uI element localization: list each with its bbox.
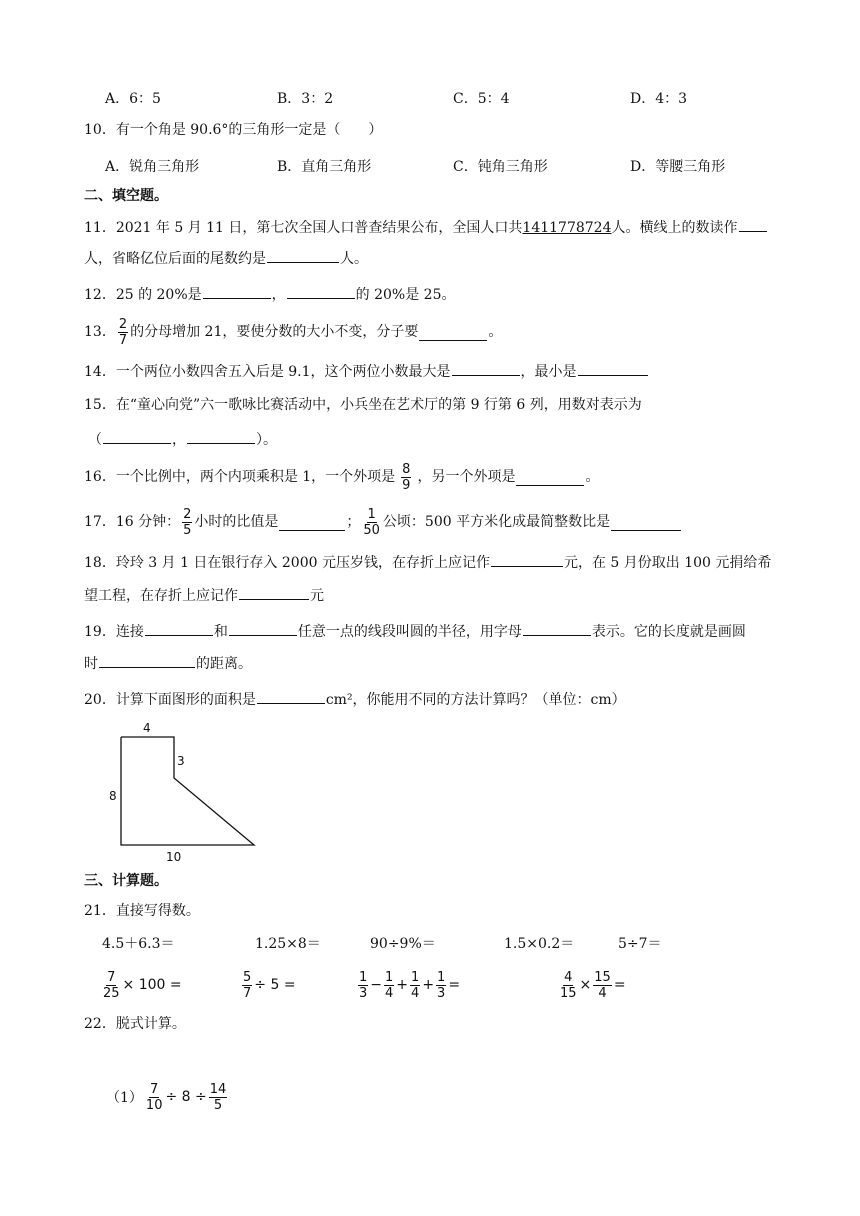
answer-blank[interactable] [187,427,255,444]
q22-expr-1 [106,1077,229,1117]
answer-blank[interactable] [203,282,271,299]
figure-label-top: 4 [143,721,151,735]
fraction-denominator: 3 [359,985,368,1001]
fraction-denominator: 15 [560,985,577,1001]
fraction-numerator: 1 [437,969,446,985]
figure-label-left: 8 [109,789,117,803]
q20-text-a: 20．计算下面图形的面积是 [84,692,256,708]
fraction-denominator: 5 [213,1097,223,1113]
answer-blank[interactable] [239,583,309,600]
q19-text-d: 表示。它的长度就是画圆 [591,624,746,640]
answer-blank[interactable] [279,514,345,531]
fraction-denominator: 3 [437,985,446,1001]
fraction-numerator: 4 [564,969,573,985]
q12-text-a: 12．25 的 20%是 [84,287,202,303]
q10-text: 10．有一个角是 90.6°的三角形一定是（ ） [84,122,383,138]
figure-label-bottom: 10 [166,850,182,864]
fraction [436,971,446,1000]
q17-fraction-2 [362,508,381,537]
fraction-numerator: 1 [359,969,368,985]
q11-line2 [84,246,368,270]
math-operator: − [370,977,383,993]
q18-text-d: 元 [310,588,324,604]
q10-option-c: C．钝角三角形 [453,159,548,175]
q11-text-b: 人。横线上的数读作 [611,220,738,236]
answer-blank[interactable] [611,514,681,531]
q21-expr-5: 5÷7＝ [618,936,662,952]
math-operator: + [396,977,409,993]
q21-expr-3: 90÷9%＝ [370,936,436,952]
fraction-numerator: 7 [150,1081,159,1097]
q13-fraction [118,318,128,347]
q12-text-b: ， [271,287,286,303]
q16-fraction [401,463,411,492]
q15-text-b: （ [88,432,102,448]
fraction-numerator: 8 [402,461,411,477]
math-operator: × [579,977,592,993]
fraction-numerator: 2 [118,316,128,332]
fraction-numerator: 1 [367,506,376,522]
q21-expr-8 [356,965,460,1005]
answer-blank[interactable] [99,651,195,668]
q21-expr-9 [557,965,626,1005]
answer-blank[interactable] [145,619,213,636]
fraction-denominator: 25 [103,985,120,1001]
fraction-numerator: 1 [411,969,420,985]
q10-option-d: D．等腰三角形 [630,159,726,175]
figure-label-right: 3 [177,754,185,768]
q9-option-a: A．6：5 [105,91,161,107]
q10-option-a: A．锐角三角形 [105,159,200,175]
q19-text-f: 的距离。 [196,656,252,672]
answer-blank[interactable] [257,687,325,704]
fraction-numerator: 14 [209,1081,227,1097]
q17-fraction-1 [182,508,192,537]
answer-blank[interactable] [578,359,648,376]
section-heading-fill-in: 二、填空题。 [84,188,168,204]
q18-line2 [84,583,324,607]
q18-line1 [84,550,771,574]
q15-text-d: ）。 [256,432,277,448]
fraction-numerator: 2 [183,506,192,522]
q11-line1 [84,215,768,239]
q22-label: （1） [106,1090,143,1106]
q15-text-c: ， [172,432,186,448]
fraction [358,971,368,1000]
q19-line2 [84,651,252,675]
fraction-denominator: 4 [385,985,394,1001]
q16-line [84,462,599,492]
q22-title: 22．脱式计算。 [84,1016,186,1032]
q16-text-a: 16．一个比例中，两个内项乘积是 1，一个外项是 [84,469,396,485]
q13-text-a: 13． [84,324,116,340]
q9-option-d: D．4：3 [630,91,688,107]
q11-text-a: 11．2021 年 5 月 11 日，第七次全国人口普查结果公布，全国人口共 [84,220,523,236]
math-operator: = [448,977,461,993]
math-operator: ÷ 8 ÷ [165,1089,207,1105]
q19-text-e: 时 [84,656,98,672]
fraction-numerator: 1 [385,969,394,985]
q19-text-b: 和 [213,624,228,640]
q19-line1 [84,619,746,643]
math-operator: = [613,977,626,993]
q21-expr-4: 1.5×0.2＝ [504,936,575,952]
q18-text-b: 元，在 5 月份取出 100 元捐给希 [563,555,772,571]
fraction [593,971,612,1000]
section-heading-calculation: 三、计算题。 [84,873,168,889]
q21-expr-6 [100,965,182,1005]
q13-text-b: 的分母增加 21，要使分数的大小不变，分子要 [130,324,419,340]
fraction-denominator: 7 [118,332,128,348]
math-text: × 100 = [122,977,182,993]
fraction [559,971,578,1000]
fraction-denominator: 4 [598,985,607,1001]
q10-option-b: B．直角三角形 [277,159,372,175]
fraction [102,971,121,1000]
answer-blank[interactable] [523,619,591,636]
answer-blank[interactable] [491,550,563,567]
q13-text-c: 。 [488,324,503,340]
fraction-numerator: 15 [594,969,611,985]
fraction-denominator: 9 [402,477,411,493]
q15-line2 [88,427,277,451]
q14-line [84,359,649,383]
q13-line [84,318,502,346]
answer-blank[interactable] [267,246,339,263]
q17-line [84,506,682,538]
fraction-denominator: 50 [363,522,380,538]
math-text: ÷ 5 = [254,977,296,993]
q9-option-c: C．5：4 [453,91,510,107]
q21-expr-7 [240,965,296,1005]
fraction [242,971,252,1000]
q21-expr-2: 1.25×8＝ [255,936,321,952]
fraction-denominator: 10 [145,1097,163,1113]
answer-blank[interactable] [516,469,584,486]
answer-blank[interactable] [287,282,355,299]
q15-line1: 15．在“童心向党”六一歌咏比赛活动中，小兵坐在艺术厅的第 9 行第 6 列，用数对表示为 [84,397,642,413]
q18-text-c: 望工程，在存折上应记作 [84,588,238,604]
q14-text-a: 14．一个两位小数四舍五入后是 9.1，这个两位小数最大是 [84,364,451,380]
fraction [410,971,420,1000]
fraction-denominator: 7 [243,985,252,1001]
fraction-denominator: 4 [411,985,420,1001]
q20-text-b: cm²，你能用不同的方法计算吗？（单位：cm） [325,692,626,708]
q17-text-c: ； [346,514,361,530]
fraction-numerator: 5 [243,969,252,985]
q21-expr-1: 4.5＋6.3＝ [102,936,175,952]
q11-text-d: 人。 [340,251,368,267]
answer-blank[interactable] [452,359,520,376]
answer-blank[interactable] [229,619,297,636]
fraction-numerator: 7 [107,969,116,985]
q11-number: 1411778724 [522,220,612,236]
q11-text-c: 人，省略亿位后面的尾数约是 [84,251,266,267]
q9-option-b: B．3：2 [277,91,334,107]
q18-text-a: 18．玲玲 3 月 1 日在银行存入 2000 元压岁钱，在存折上应记作 [84,555,490,571]
answer-blank[interactable] [419,324,487,341]
math-operator: + [422,977,435,993]
q20-line [84,687,626,711]
q12-line [84,282,456,306]
q17-text-a: 17．16 分钟： [84,514,181,530]
answer-blank[interactable] [103,427,171,444]
trapezoid-figure [100,715,270,865]
q14-text-b: ，最小是 [520,364,577,380]
q19-text-c: 任意一点的线段叫圆的半径，用字母 [297,624,522,640]
q16-text-c: 。 [585,469,600,485]
q12-text-c: 的 20%是 25。 [355,287,456,303]
q16-text-b: ，另一个外项是 [417,469,516,485]
q17-text-d: 公顷：500 平方米化成最简整数比是 [382,514,611,530]
fraction [209,1083,228,1112]
figure-outline [121,737,254,845]
q21-title: 21．直接写得数。 [84,903,200,919]
answer-blank[interactable] [739,215,767,232]
q19-text-a: 19．连接 [84,624,144,640]
fraction [145,1083,164,1112]
fraction-denominator: 5 [183,522,192,538]
fraction [384,971,394,1000]
q17-text-b: 小时的比值是 [194,514,279,530]
